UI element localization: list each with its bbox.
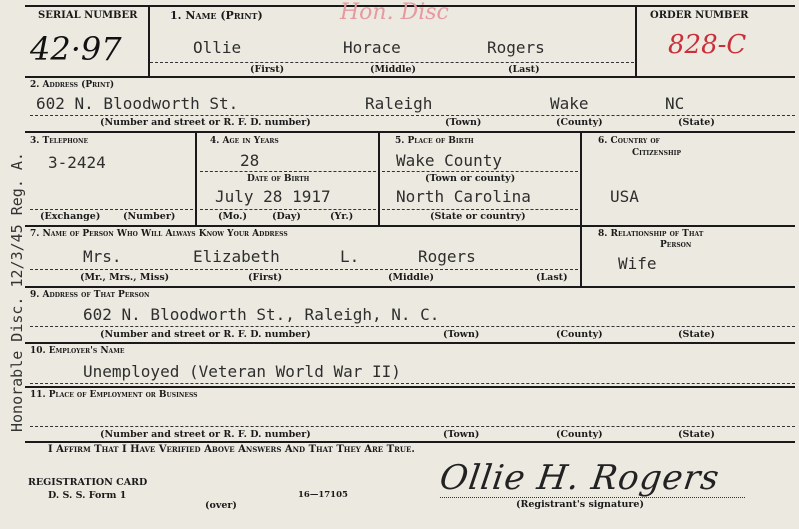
contact-title: Mrs. <box>83 247 122 266</box>
address-state-caption: (State) <box>678 117 715 128</box>
contact-middle: L. <box>340 247 360 266</box>
employer-underline <box>30 383 795 384</box>
birth-town-value: Wake County <box>396 151 502 170</box>
dob-label: Date of Birth <box>247 174 310 184</box>
telephone-value: 3-2424 <box>48 153 106 172</box>
contact-address-label: 9. Address of That Person <box>30 290 150 300</box>
contact-address-value: 602 N. Bloodworth St., Raleigh, N. C. <box>83 305 440 324</box>
contact-first-caption: (First) <box>248 272 283 283</box>
birthplace-label: 5. Place of Birth <box>395 136 474 146</box>
print-code: 16—17105 <box>298 490 348 500</box>
col-age-divider <box>378 131 380 225</box>
first-caption: (First) <box>250 64 285 75</box>
contact-town-caption: (Town) <box>443 329 480 340</box>
citizenship-label-2: Citizenship <box>632 148 681 158</box>
contact-underline <box>30 269 578 270</box>
contact-last-caption: (Last) <box>536 272 568 283</box>
order-value: 828-C <box>668 30 747 60</box>
address-street-caption: (Number and street or R. F. D. number) <box>100 117 311 128</box>
registrant-signature: Ollie H. Rogers <box>437 458 723 498</box>
citizenship-value: USA <box>610 187 639 206</box>
employment-town-caption: (Town) <box>443 429 480 440</box>
row-line-6 <box>25 386 795 388</box>
employment-place-label: 11. Place of Employment or Business <box>30 390 198 400</box>
birth-town-underline <box>382 171 578 172</box>
row-line-2 <box>25 131 795 133</box>
card-title: REGISTRATION CARD <box>28 477 148 488</box>
contact-address-underline <box>30 326 795 327</box>
middle-caption: (Middle) <box>370 64 417 75</box>
contact-last: Rogers <box>418 247 476 266</box>
relationship-label-1: 8. Relationship of That <box>598 229 704 239</box>
contact-title-caption: (Mr., Mrs., Miss) <box>80 272 170 283</box>
first-name: Ollie <box>193 38 242 57</box>
col-serial-divider <box>148 5 150 76</box>
signature-caption: (Registrant's signature) <box>516 499 644 510</box>
serial-value: 42·97 <box>30 30 122 68</box>
name-underline <box>150 62 634 63</box>
address-state: NC <box>665 94 685 113</box>
employment-underline <box>30 426 795 427</box>
month-caption: (Mo.) <box>218 211 247 222</box>
address-town-caption: (Town) <box>445 117 482 128</box>
last-caption: (Last) <box>508 64 540 75</box>
row-line-4 <box>25 286 795 288</box>
serial-label: SERIAL NUMBER <box>38 10 138 21</box>
age-value: 28 <box>240 151 260 170</box>
address-county-caption: (County) <box>556 117 603 128</box>
order-label: ORDER NUMBER <box>650 10 749 21</box>
relationship-value: Wife <box>618 254 657 273</box>
dob-underline <box>200 209 376 210</box>
middle-name: Horace <box>343 38 401 57</box>
form-number: D. S. S. Form 1 <box>48 490 127 501</box>
contact-street-caption: (Number and street or R. F. D. number) <box>100 329 311 340</box>
over-note: (over) <box>205 500 237 511</box>
row-line-7 <box>25 441 795 443</box>
col-phone-divider <box>195 131 197 225</box>
employer-label: 10. Employer's Name <box>30 346 125 356</box>
address-county: Wake <box>550 94 589 113</box>
name-label: 1. Name (Print) <box>170 9 263 22</box>
address-town: Raleigh <box>365 94 433 113</box>
birth-town-caption: (Town or county) <box>425 173 516 184</box>
birth-state-value: North Carolina <box>396 187 531 206</box>
col-order-divider <box>635 5 637 76</box>
citizenship-label-1: 6. Country of <box>598 136 660 146</box>
contact-county-caption: (County) <box>556 329 603 340</box>
age-label: 4. Age in Years <box>210 136 279 146</box>
row-line-1 <box>25 76 795 78</box>
year-caption: (Yr.) <box>330 211 354 222</box>
row-line-5 <box>25 342 795 344</box>
contact-middle-caption: (Middle) <box>388 272 435 283</box>
honorable-discharge-note: Honorable Disc. 12/3/45 Reg. A. <box>8 152 26 432</box>
relationship-label-2: Person <box>660 240 692 250</box>
age-underline <box>200 171 376 172</box>
day-caption: (Day) <box>272 211 301 222</box>
number-caption: (Number) <box>123 211 176 222</box>
affirmation-text: I Affirm That I Have Verified Above Answers And That They Are True. <box>48 444 415 455</box>
employer-value: Unemployed (Veteran World War II) <box>83 362 401 381</box>
telephone-label: 3. Telephone <box>30 136 89 146</box>
exchange-caption: (Exchange) <box>40 211 101 222</box>
birth-state-underline <box>382 209 578 210</box>
col-birth-divider <box>580 131 582 286</box>
birth-state-caption: (State or country) <box>430 211 526 222</box>
last-name: Rogers <box>487 38 545 57</box>
address-street: 602 N. Bloodworth St. <box>36 94 239 113</box>
address-underline <box>30 115 795 116</box>
contact-label: 7. Name of Person Who Will Always Know Your Address <box>30 229 288 239</box>
employment-county-caption: (County) <box>556 429 603 440</box>
phone-underline <box>30 209 193 210</box>
employment-street-caption: (Number and street or R. F. D. number) <box>100 429 311 440</box>
employment-state-caption: (State) <box>678 429 715 440</box>
address-label: 2. Address (Print) <box>30 80 115 90</box>
row-line-3 <box>25 225 795 227</box>
contact-first: Elizabeth <box>193 247 280 266</box>
contact-state-caption: (State) <box>678 329 715 340</box>
discharge-stamp: Hon. Disc <box>340 0 449 25</box>
dob-value: July 28 1917 <box>215 187 331 206</box>
